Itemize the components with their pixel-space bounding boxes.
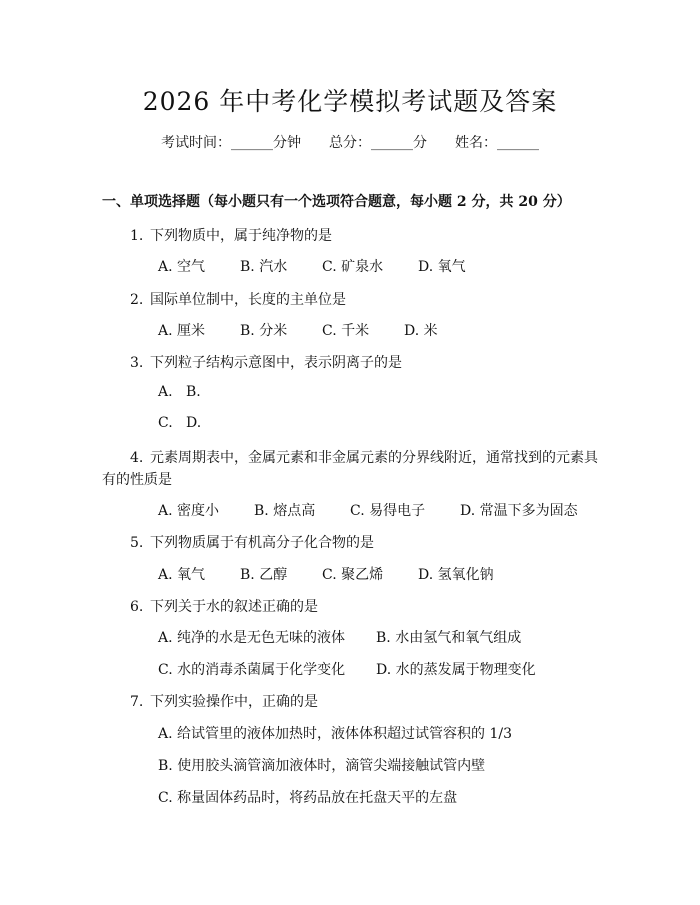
option-c: C. 称量固体药品时，将药品放在托盘天平的左盘 (158, 790, 458, 806)
question-number: 6. (130, 599, 144, 615)
option-b: B. 乙醇 (240, 567, 288, 583)
question-stem (130, 289, 346, 309)
question-number: 7. (130, 694, 144, 710)
option-b: B. 汽水 (240, 259, 288, 275)
option-c: C. 易得电子 (350, 503, 426, 519)
question-stem (130, 225, 332, 245)
section-title: 一、单项选择题（每小题只有一个选项符合题意，每小题 2 分，共 20 分） (102, 194, 571, 210)
option-c: C. 矿泉水 (322, 259, 384, 275)
option-row (158, 659, 536, 679)
question-text: 下列物质属于有机高分子化合物的是 (150, 535, 374, 551)
question-text: 元素周期表中，金属元素和非金属元素的分界线附近，通常找到的元素具 (150, 450, 598, 466)
option-b: B. 熔点高 (254, 503, 316, 519)
option-row (158, 320, 438, 340)
option-d: D. 氢氧化钠 (418, 567, 494, 583)
option-a: A. 纯净的水是无色无味的液体 (158, 630, 346, 646)
option-b: B. 使用胶头滴管滴加液体时，滴管尖端接触试管内壁 (158, 758, 486, 774)
option-row (158, 564, 494, 584)
question-stem (130, 532, 374, 552)
question-text: 下列物质中，属于纯净物的是 (150, 228, 332, 244)
option-d: D. 氧气 (418, 259, 466, 275)
question-stem (130, 352, 402, 372)
question-text: 下列实验操作中，正确的是 (150, 694, 318, 710)
exam-time-field: 考试时间：______分钟 (161, 135, 301, 151)
option-c: C. 水的消毒杀菌属于化学变化 (158, 662, 346, 678)
question-number: 5. (130, 535, 144, 551)
question-stem-continued: 有的性质是 (102, 472, 172, 488)
question-number: 2. (130, 292, 144, 308)
total-score-field: 总分：______分 (329, 135, 427, 151)
question-number: 3. (130, 355, 144, 371)
option-d: D. 米 (404, 323, 438, 339)
option-d: D. 常温下多为固态 (460, 503, 578, 519)
option-row (158, 627, 521, 647)
option-row (158, 384, 201, 400)
question-text: 国际单位制中，长度的主单位是 (150, 292, 346, 308)
option-c: C. 千米 (322, 323, 370, 339)
option-b: B. 水由氢气和氧气组成 (376, 630, 522, 646)
student-name-field: 姓名：______ (455, 135, 539, 151)
question-stem (130, 691, 318, 711)
option-a: A. 氧气 (158, 567, 206, 583)
option-row (158, 500, 578, 520)
option-d: D. 水的蒸发属于物理变化 (376, 662, 536, 678)
option-a: A. 空气 (158, 259, 206, 275)
question-stem (130, 447, 598, 467)
option-b: B. 分米 (240, 323, 288, 339)
question-text: 下列关于水的叙述正确的是 (150, 599, 318, 615)
option-a: A. 给试管里的液体加热时，液体体积超过试管容积的 1/3 (158, 726, 512, 742)
option-d: D. (186, 415, 202, 431)
option-a: A. (158, 384, 173, 400)
question-number: 1. (130, 228, 144, 244)
question-text: 下列粒子结构示意图中，表示阴离子的是 (150, 355, 402, 371)
option-b: B. (186, 384, 201, 400)
option-a: A. 密度小 (158, 503, 220, 519)
option-row (158, 256, 466, 276)
exam-meta (0, 132, 700, 152)
question-number: 4. (130, 450, 144, 466)
option-c: C. (158, 415, 173, 431)
option-row (158, 415, 201, 431)
option-a: A. 厘米 (158, 323, 206, 339)
page-title: 2026 年中考化学模拟考试题及答案 (142, 87, 558, 116)
option-c: C. 聚乙烯 (322, 567, 384, 583)
question-stem (130, 596, 318, 616)
